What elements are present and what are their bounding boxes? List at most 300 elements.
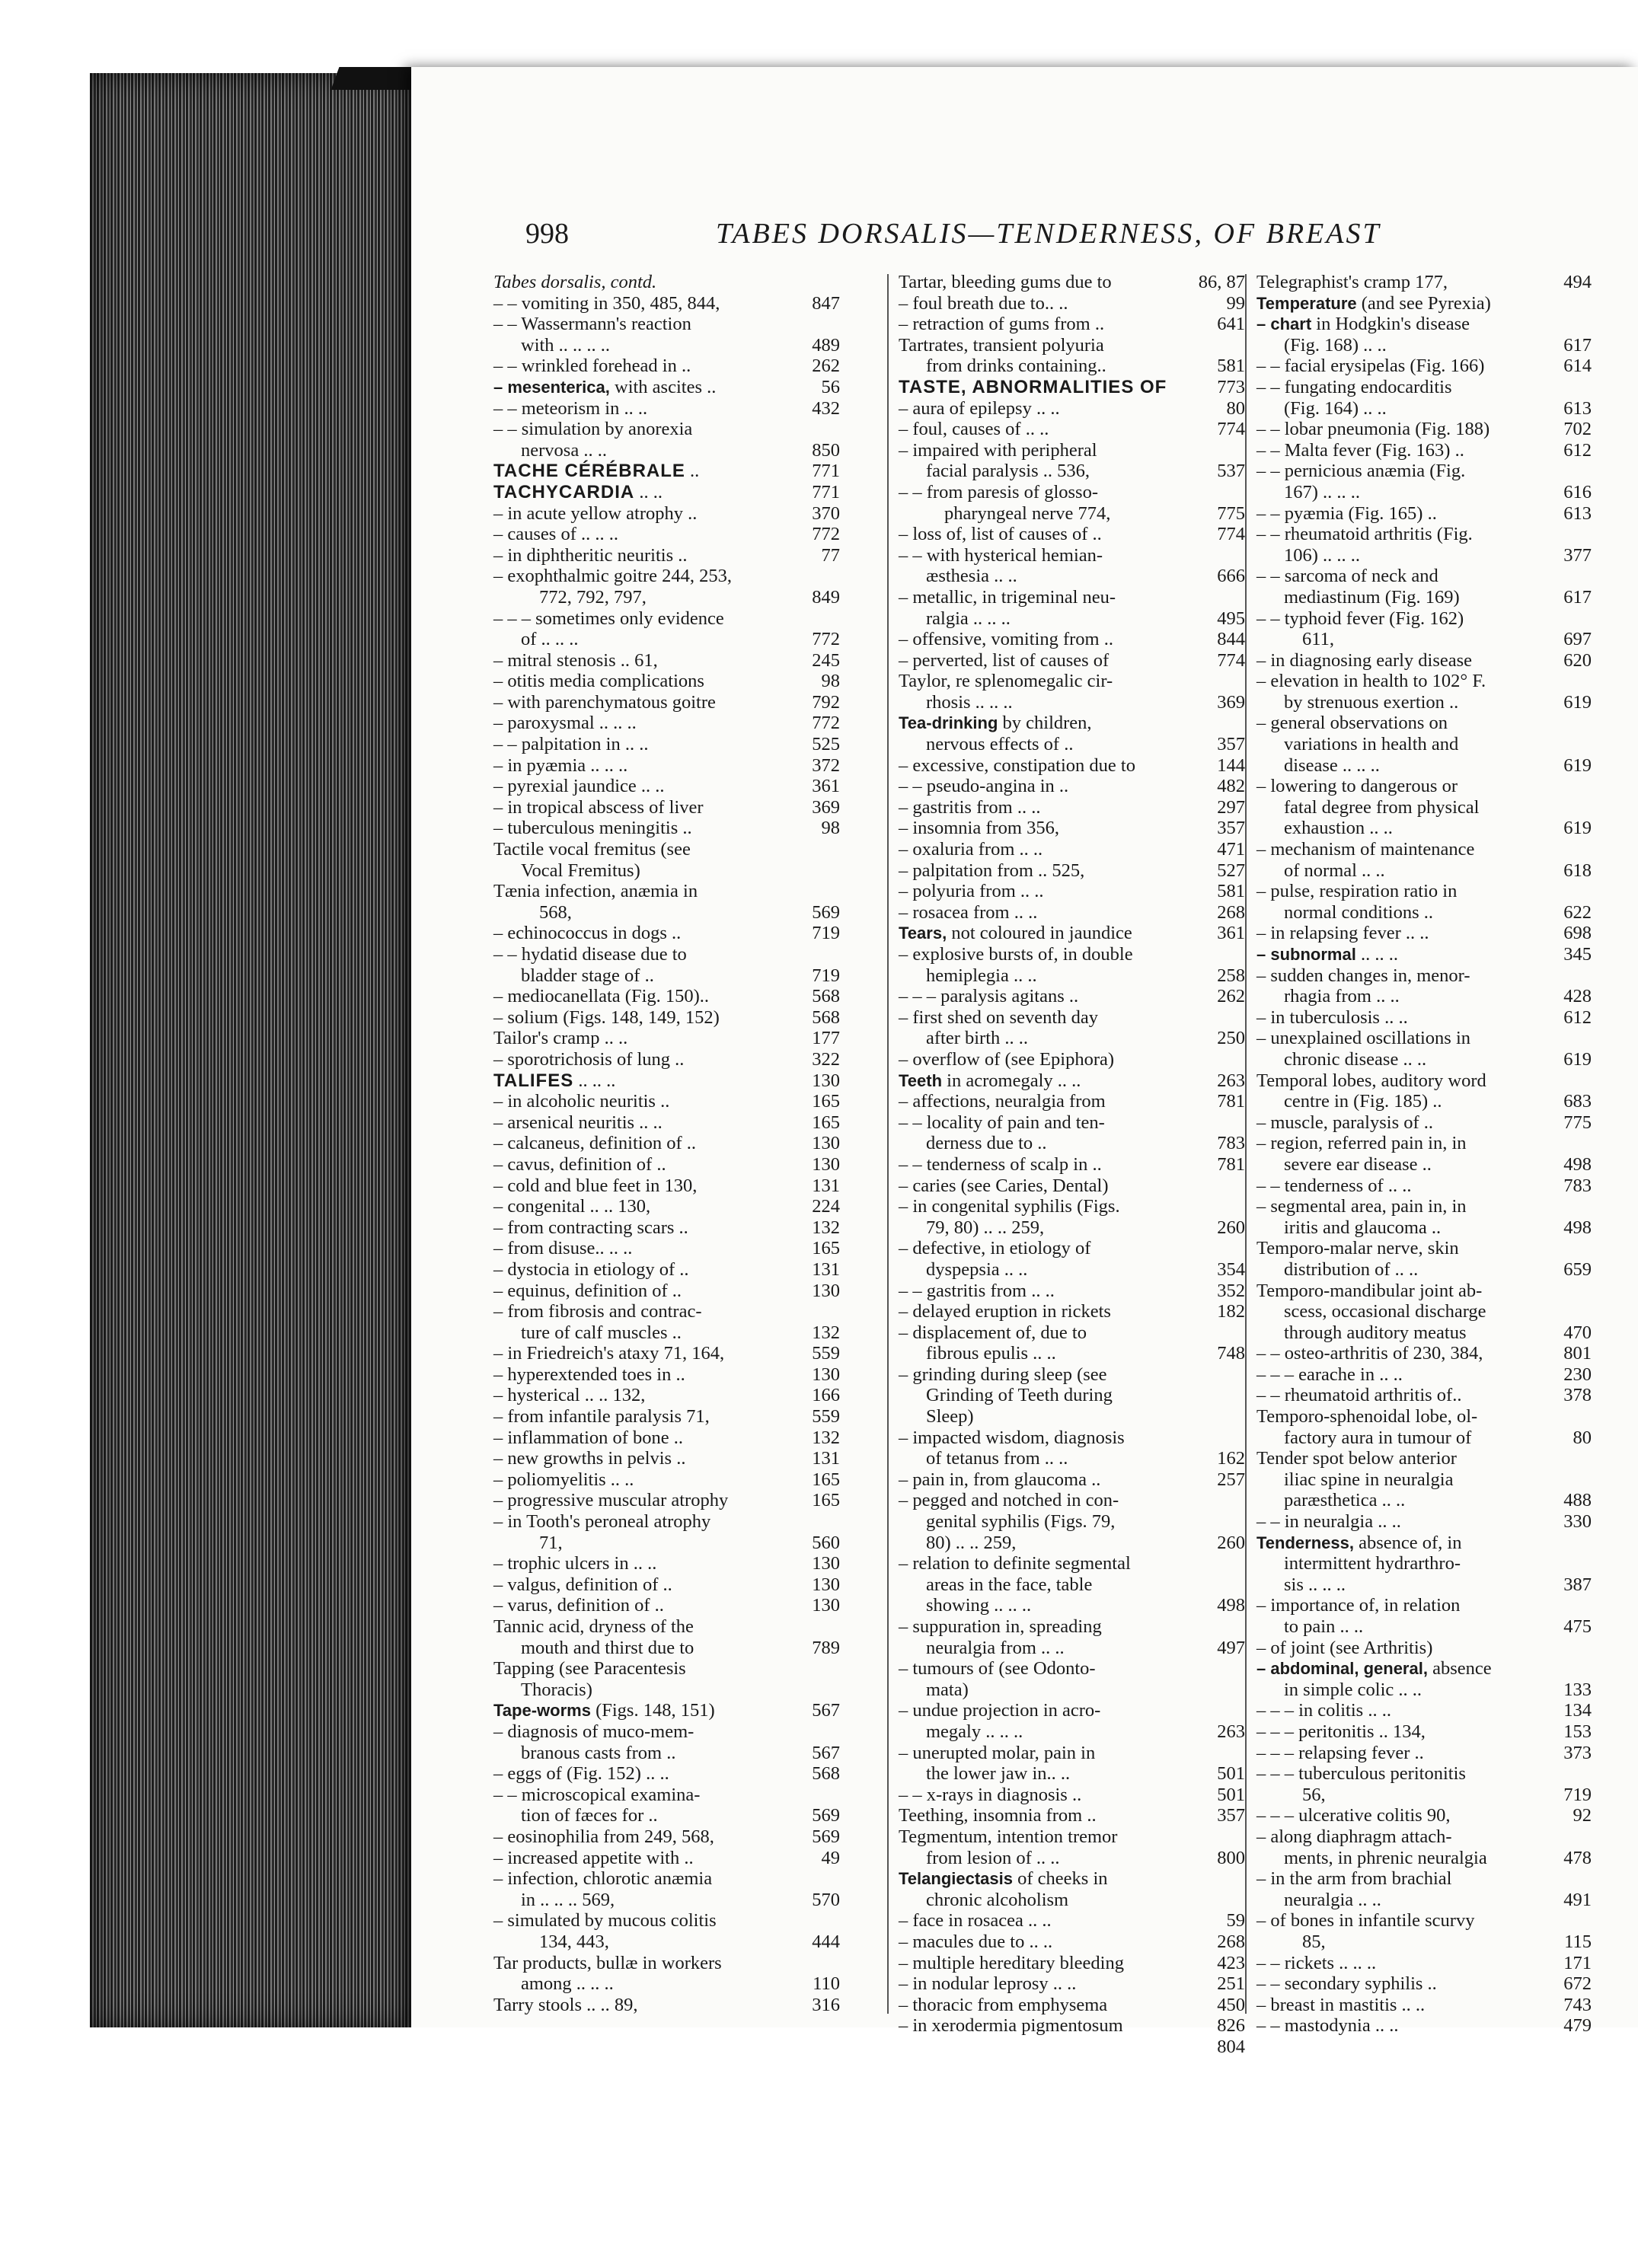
entry-label: – – hydatid disease due to	[493, 944, 687, 965]
page-ref: 568	[812, 1006, 840, 1028]
entry-text	[899, 1448, 1214, 1469]
page-ref: 131	[812, 1175, 840, 1196]
entry-text	[493, 1805, 809, 1826]
page-ref: 850	[812, 439, 840, 461]
page-ref: 115	[1564, 1931, 1592, 1952]
page-ref: 132	[812, 1427, 840, 1448]
index-entry	[899, 1070, 1245, 1092]
entry-text	[899, 776, 1214, 797]
entry-label: Telegraphist's cramp 177,	[1256, 272, 1448, 292]
entry-label: – causes of .. .. ..	[493, 524, 618, 545]
entry-label: – – – peritonitis .. 134,	[1256, 1721, 1426, 1742]
index-entry	[1256, 1743, 1592, 1764]
entry-label: Temporo-sphenoidal lobe, ol-	[1256, 1406, 1478, 1427]
entry-label: – general observations on	[1256, 713, 1448, 734]
index-entry	[1256, 692, 1592, 713]
page-ref: 357	[1217, 1805, 1245, 1826]
page-ref: 569	[812, 901, 840, 923]
entry-label: – congenital .. .. 130,	[493, 1196, 651, 1217]
entry-text	[899, 1028, 1214, 1049]
entry-label: Tartar, bleeding gums due to	[899, 272, 1112, 292]
page-ref: 268	[1217, 901, 1245, 923]
entry-label: – breast in mastitis .. ..	[1256, 1994, 1426, 2015]
entry-text	[493, 1175, 809, 1197]
entry-heading: TACHE CÉRÉBRALE	[493, 461, 685, 482]
entry-label: – increased appetite with ..	[493, 1847, 694, 1868]
entry-label: – first shed on seventh day	[899, 1006, 1098, 1028]
index-entry	[1256, 818, 1592, 839]
entry-label: – along diaphragm attach-	[1256, 1826, 1452, 1847]
page-ref: 428	[1563, 986, 1592, 1007]
index-entry	[899, 1301, 1245, 1322]
index-entry	[1256, 1953, 1592, 1974]
entry-text	[493, 902, 809, 923]
entry-text	[899, 1364, 1245, 1386]
entry-label: – eggs of (Fig. 152) .. ..	[493, 1763, 669, 1785]
index-entry	[899, 1511, 1245, 1533]
entry-text	[899, 377, 1214, 398]
index-entry	[899, 1743, 1245, 1764]
entry-label: – foul, causes of .. ..	[899, 419, 1049, 440]
entry-label: – – in neuralgia .. ..	[1256, 1511, 1401, 1533]
entry-text	[1256, 2015, 1560, 2037]
entry-label: in Hodgkin's disease	[1311, 314, 1470, 335]
page-ref: 773	[1217, 376, 1245, 397]
entry-label: .. .. ..	[1355, 944, 1398, 965]
entry-label: derness due to ..	[926, 1133, 1047, 1154]
index-entry	[899, 860, 1245, 882]
entry-text	[1256, 881, 1592, 902]
entry-label: – with parenchymatous goitre	[493, 691, 716, 713]
entry-text	[493, 1259, 809, 1281]
entry-text	[899, 1301, 1214, 1322]
entry-label: – – – sometimes only evidence	[493, 608, 724, 629]
entry-label: – pulse, respiration ratio in	[1256, 881, 1458, 902]
entry-text	[1256, 1217, 1560, 1239]
entry-label: – progressive muscular atrophy	[493, 1490, 729, 1511]
entry-text	[899, 944, 1245, 965]
entry-text	[493, 1743, 809, 1764]
index-entry	[899, 440, 1245, 461]
index-entry	[1256, 1931, 1592, 1953]
entry-label: – thoracic from emphysema	[899, 1994, 1108, 2015]
entry-text	[493, 1848, 819, 1869]
page-ref: 166	[812, 1385, 840, 1406]
entry-text	[1256, 1238, 1592, 1259]
entry-text	[1256, 440, 1560, 461]
page-ref: 262	[812, 356, 840, 377]
entry-label: – arsenical neuritis .. ..	[493, 1112, 663, 1133]
page-ref: 130	[812, 1553, 840, 1574]
index-entry	[899, 608, 1245, 630]
entry-label: normal conditions ..	[1284, 901, 1433, 923]
entry-label: Tender spot below anterior	[1256, 1448, 1457, 1469]
page-ref: 357	[1217, 734, 1245, 755]
entry-label: Tailor's cramp .. ..	[493, 1028, 628, 1049]
entry-text	[1256, 839, 1592, 860]
entry-text	[493, 1533, 809, 1554]
entry-text	[1256, 566, 1592, 587]
page-ref: 387	[1563, 1574, 1592, 1595]
index-entry	[899, 1785, 1245, 1806]
page-ref: 581	[1217, 356, 1245, 377]
entry-text	[1256, 1133, 1592, 1154]
entry-label: from lesion of .. ..	[926, 1847, 1060, 1868]
index-entry	[493, 713, 840, 734]
entry-label: in simple colic .. ..	[1284, 1679, 1422, 1700]
entry-text	[899, 1743, 1245, 1764]
entry-text	[899, 1868, 1245, 1890]
page-ref: 613	[1563, 502, 1592, 524]
index-entry	[1256, 1910, 1592, 1931]
entry-text	[1256, 1196, 1592, 1217]
entry-label: sis .. .. ..	[1284, 1574, 1346, 1595]
entry-text	[1256, 356, 1560, 377]
entry-text	[493, 1322, 809, 1344]
entry-label: – pyrexial jaundice .. ..	[493, 776, 665, 797]
index-entry	[899, 713, 1245, 734]
entry-label: – metallic, in trigeminal neu-	[899, 586, 1116, 608]
index-entry	[1256, 986, 1592, 1007]
index-entry	[899, 923, 1245, 944]
entry-text	[899, 1763, 1214, 1785]
entry-label: – – rickets .. .. ..	[1256, 1952, 1377, 1973]
entry-text	[493, 650, 809, 671]
entry-text	[899, 1196, 1245, 1217]
index-entry	[493, 356, 840, 377]
index-entry	[493, 1448, 840, 1469]
index-entry	[493, 1070, 840, 1092]
entry-label: – pain in, from glaucoma ..	[899, 1469, 1101, 1490]
entry-label: – sporotrichosis of lung ..	[493, 1048, 685, 1070]
entry-text	[899, 1700, 1245, 1721]
page-ref: 132	[812, 1322, 840, 1343]
page-ref: 771	[812, 461, 840, 482]
page-ref: 230	[1563, 1364, 1592, 1385]
entry-label: – – typhoid fever (Fig. 162)	[1256, 608, 1464, 629]
index-entry	[493, 1868, 840, 1890]
entry-text	[1256, 1007, 1560, 1029]
page-ref: 171	[1563, 1952, 1592, 1973]
page-ref: 59	[1226, 1910, 1245, 1931]
entry-label: Tarry stools .. .. 89,	[493, 1994, 638, 2015]
index-entry	[493, 1826, 840, 1848]
index-entry	[899, 1028, 1245, 1049]
column-rule	[887, 274, 889, 2014]
index-entry	[899, 734, 1245, 755]
entry-text	[493, 1638, 809, 1659]
entry-text	[493, 1890, 809, 1911]
entry-label: – – wrinkled forehead in ..	[493, 356, 691, 377]
entry-label: of tetanus from .. ..	[926, 1448, 1068, 1469]
entry-label: – – mastodynia .. ..	[1256, 2015, 1399, 2037]
entry-text	[899, 1890, 1245, 1911]
entry-label: ture of calf muscles ..	[521, 1322, 682, 1343]
index-entry	[493, 1259, 840, 1281]
entry-label: – – rheumatoid arthritis of..	[1256, 1385, 1462, 1406]
entry-label: æsthesia .. ..	[926, 566, 1017, 587]
entry-text	[899, 902, 1214, 923]
entry-label: with .. .. .. ..	[521, 334, 611, 356]
index-entry	[1256, 755, 1592, 777]
page-ref: 330	[1563, 1511, 1592, 1533]
entry-keyword: Temperature	[1256, 293, 1357, 313]
entry-text	[1256, 1343, 1560, 1364]
entry-text	[1256, 650, 1560, 671]
entry-text	[899, 482, 1245, 503]
entry-text	[493, 1910, 840, 1931]
page-ref: 781	[1217, 1153, 1245, 1175]
index-entry	[1256, 1281, 1592, 1302]
entry-text	[1256, 1574, 1560, 1596]
index-entry	[493, 1469, 840, 1491]
entry-text	[493, 881, 840, 902]
entry-text	[493, 524, 809, 545]
entry-keyword: Tenderness,	[1256, 1533, 1354, 1552]
index-entry	[493, 944, 840, 965]
entry-text	[1256, 1931, 1561, 1953]
background	[0, 2027, 1638, 2268]
index-entry	[493, 629, 840, 650]
entry-text	[493, 398, 809, 419]
entry-text	[899, 1007, 1245, 1029]
page-ref: 702	[1563, 419, 1592, 440]
entry-text	[899, 1281, 1214, 1302]
entry-keyword: Telangiectasis	[899, 1869, 1013, 1889]
index-entry	[899, 1007, 1245, 1029]
index-entry	[1256, 1890, 1592, 1911]
index-entry	[493, 1995, 840, 2016]
entry-text	[1256, 902, 1560, 923]
index-entry	[899, 1281, 1245, 1302]
page-ref: 527	[1217, 860, 1245, 881]
entry-label: – retraction of gums from ..	[899, 314, 1105, 335]
index-entry	[1256, 398, 1592, 419]
index-entry	[1256, 1700, 1592, 1721]
entry-text	[899, 1616, 1245, 1638]
index-entry	[899, 818, 1245, 839]
index-entry	[899, 1343, 1245, 1364]
index-entry	[493, 860, 840, 882]
entry-label: to pain .. ..	[1284, 1616, 1364, 1637]
entry-label: Tar products, bullæ in workers	[493, 1952, 722, 1973]
entry-label: exhaustion .. ..	[1284, 818, 1393, 839]
entry-keyword: Tears,	[899, 923, 947, 943]
index-entry	[493, 1281, 840, 1302]
index-entry	[1256, 1805, 1592, 1826]
index-entry	[493, 881, 840, 902]
page-ref: 165	[812, 1490, 840, 1511]
entry-label: – insomnia from 356,	[899, 818, 1059, 839]
entry-text	[493, 1490, 809, 1511]
page-ref: 488	[1563, 1490, 1592, 1511]
entry-text	[899, 1805, 1214, 1826]
index-entry	[493, 524, 840, 545]
entry-text	[899, 1658, 1245, 1679]
entry-label: – trophic ulcers in .. ..	[493, 1553, 657, 1574]
page-ref: 567	[812, 1700, 840, 1721]
entry-label: ments, in phrenic neuralgia	[1284, 1847, 1487, 1868]
index-entry	[899, 1175, 1245, 1197]
entry-label: – multiple hereditary bleeding	[899, 1952, 1124, 1973]
page-ref: 774	[1217, 649, 1245, 671]
entry-text	[899, 1490, 1245, 1511]
index-entry	[1256, 1658, 1592, 1679]
entry-label: fibrous epulis .. ..	[926, 1343, 1056, 1364]
entry-text	[899, 818, 1214, 839]
page-ref: 130	[812, 1574, 840, 1595]
entry-label: – region, referred pain in, in	[1256, 1133, 1467, 1154]
entry-label: – – vomiting in 350, 485, 844,	[493, 292, 720, 314]
entry-label: Vocal Fremitus)	[521, 860, 640, 881]
index-entry	[1256, 1427, 1592, 1449]
index-entry	[899, 398, 1245, 419]
entry-text	[1256, 1700, 1560, 1721]
entry-text	[899, 1953, 1214, 1974]
page-ref: 99	[1226, 292, 1245, 314]
entry-label: – of joint (see Arthritis)	[1256, 1637, 1433, 1658]
entry-text	[493, 839, 840, 860]
index-entry	[899, 1385, 1245, 1406]
entry-text	[493, 1049, 809, 1070]
entry-label: mouth and thirst due to	[521, 1637, 694, 1658]
entry-label: – face in rosacea .. ..	[899, 1910, 1052, 1931]
entry-label: centre in (Fig. 185) ..	[1284, 1091, 1442, 1112]
index-entry	[899, 1826, 1245, 1848]
entry-text	[899, 860, 1214, 882]
entry-text	[493, 1931, 809, 1953]
entry-text	[493, 1238, 809, 1259]
entry-text	[1256, 1281, 1592, 1302]
entry-text	[899, 503, 1214, 525]
index-entry	[899, 1973, 1245, 1995]
index-entry	[899, 587, 1245, 608]
entry-text	[899, 1595, 1214, 1616]
page-ref: 569	[812, 1826, 840, 1847]
entry-label: – muscle, paralysis of ..	[1256, 1112, 1434, 1133]
entry-text	[493, 776, 809, 797]
page-ref: 92	[1573, 1805, 1592, 1826]
entry-label: – – pseudo-angina in ..	[899, 776, 1069, 797]
entry-label: – delayed eruption in rickets	[899, 1301, 1111, 1322]
index-entry	[1256, 335, 1592, 356]
index-entry	[493, 1910, 840, 1931]
index-entry	[1256, 1553, 1592, 1574]
entry-text	[1256, 1406, 1592, 1427]
entry-label: – paroxysmal .. .. ..	[493, 713, 637, 734]
page-ref: 581	[1217, 881, 1245, 902]
page-ref: 77	[821, 544, 840, 566]
entry-text	[1256, 1890, 1560, 1911]
index-entry	[493, 461, 840, 482]
entry-text	[493, 1281, 809, 1302]
entry-label: – inflammation of bone ..	[493, 1427, 684, 1448]
index-entry	[899, 1679, 1245, 1701]
page-ref: 659	[1563, 1258, 1592, 1280]
entry-text	[1256, 944, 1560, 965]
index-column-1	[493, 272, 840, 2023]
entry-label: chronic disease .. ..	[1284, 1048, 1427, 1070]
entry-label: intermittent hydrarthro-	[1284, 1553, 1461, 1574]
entry-label: by children,	[998, 713, 1092, 734]
index-entry	[493, 503, 840, 525]
index-entry	[899, 1553, 1245, 1574]
entry-label: dyspepsia .. ..	[926, 1258, 1028, 1280]
page-ref: 619	[1563, 691, 1592, 713]
entry-label: (Figs. 148, 151)	[590, 1700, 715, 1721]
page-ref: 357	[1217, 818, 1245, 839]
index-entry	[493, 1343, 840, 1364]
entry-text	[899, 1217, 1214, 1239]
entry-text	[1256, 923, 1560, 944]
index-entry	[899, 1890, 1245, 1911]
page-ref: 672	[1563, 1973, 1592, 1995]
index-entry	[1256, 1406, 1592, 1427]
entry-label: – loss of, list of causes of ..	[899, 524, 1102, 545]
entry-text	[899, 419, 1214, 440]
page-ref: 224	[812, 1196, 840, 1217]
entry-text	[493, 314, 840, 335]
entry-text	[1256, 1995, 1560, 2016]
index-entry	[493, 755, 840, 777]
entry-label: – from contracting scars ..	[493, 1217, 688, 1238]
index-entry	[493, 1700, 840, 1721]
index-entry	[1256, 293, 1592, 314]
entry-text	[1256, 776, 1592, 797]
entry-label: of cheeks in	[1013, 1868, 1108, 1890]
entry-keyword: Teeth	[899, 1070, 943, 1090]
page-ref: 560	[812, 1532, 840, 1553]
entry-text	[899, 986, 1214, 1007]
page-ref: 743	[1563, 1994, 1592, 2015]
index-entry	[1256, 1763, 1592, 1785]
index-entry	[899, 1595, 1245, 1616]
entry-label: ..	[685, 461, 700, 482]
index-entry	[493, 1217, 840, 1239]
page-ref: 144	[1217, 754, 1245, 776]
entry-text	[493, 1616, 840, 1638]
page-ref: 260	[1217, 1532, 1245, 1553]
index-entry	[493, 1427, 840, 1449]
entry-label: 56,	[1302, 1784, 1326, 1805]
index-entry	[1256, 482, 1592, 503]
page-ref: 130	[812, 1070, 840, 1091]
entry-label: – mechanism of maintenance	[1256, 839, 1475, 860]
entry-label: – tuberculous meningitis ..	[493, 818, 692, 839]
index-entry	[899, 1091, 1245, 1112]
entry-text	[1256, 1658, 1592, 1679]
entry-label: Thoracis)	[521, 1679, 592, 1700]
entry-label: – – tenderness of .. ..	[1256, 1175, 1412, 1196]
entry-text	[1256, 272, 1560, 293]
page-ref: 372	[812, 754, 840, 776]
entry-text	[1256, 1638, 1592, 1659]
entry-label: – overflow of (see Epiphora)	[899, 1048, 1115, 1070]
page-ref: 698	[1563, 923, 1592, 944]
index-entry	[493, 1658, 840, 1679]
index-entry	[899, 566, 1245, 587]
entry-text	[899, 965, 1214, 987]
index-entry	[899, 1931, 1245, 1953]
entry-text	[1256, 818, 1560, 839]
entry-text	[899, 1154, 1214, 1175]
index-entry	[493, 314, 840, 335]
page-ref: 133	[1563, 1679, 1592, 1700]
page-ref: 775	[1563, 1112, 1592, 1133]
index-entry	[1256, 1238, 1592, 1259]
entry-label: tion of fæces for ..	[521, 1805, 658, 1826]
entry-label: branous casts from ..	[521, 1742, 676, 1763]
